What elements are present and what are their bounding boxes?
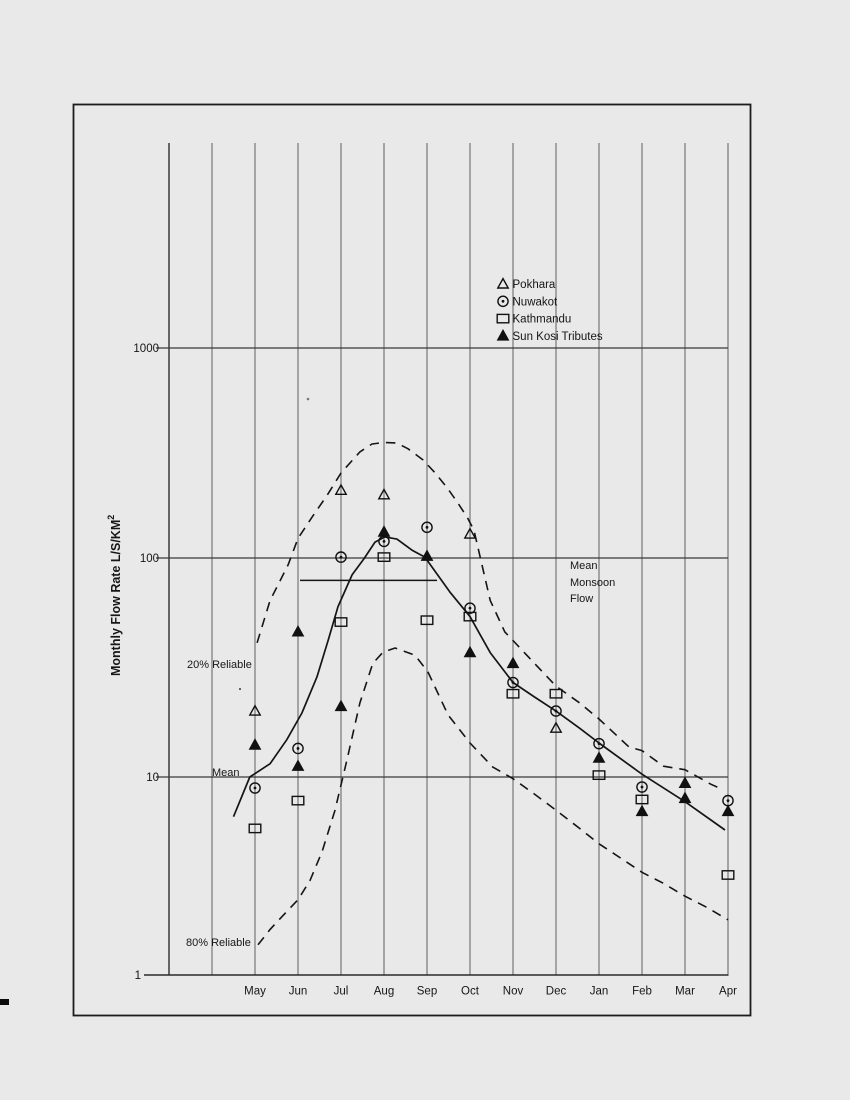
grid-lines <box>144 143 729 975</box>
y-tick-1: 1 <box>134 970 141 983</box>
y-axis-title-text: Monthly Flow Rate L/S/KM <box>109 519 123 676</box>
x-tick-Nov: Nov <box>502 985 524 998</box>
scan-speck <box>307 398 310 401</box>
curve-80-reliable <box>258 648 728 945</box>
y-axis-title <box>106 515 123 676</box>
x-tick-May: May <box>244 985 266 998</box>
legend-label-nuwakot: Nuwakot <box>512 296 558 309</box>
point-sun-kosi-tributes-jan <box>594 753 604 762</box>
flow-curves <box>234 443 729 945</box>
scan-speck <box>239 688 241 690</box>
point-sun-kosi-tributes-apr <box>723 806 733 815</box>
label-20pct-reliable: 20% Reliable <box>187 659 252 671</box>
point-sun-kosi-tributes-may <box>250 740 260 749</box>
monsoon-label-line2: Monsoon <box>570 577 616 589</box>
x-tick-Dec: Dec <box>545 985 567 998</box>
point-sun-kosi-tributes-jun <box>293 626 303 635</box>
y-tick-1000: 1000 <box>133 343 159 356</box>
point-sun-kosi-tributes-aug <box>379 527 389 536</box>
y-axis-title-superscript: 2 <box>106 514 116 520</box>
label-mean-monsoon-flow <box>570 560 615 605</box>
x-tick-Jun: Jun <box>288 985 308 998</box>
point-sun-kosi-tributes-mar <box>680 778 690 787</box>
x-tick-Oct: Oct <box>461 985 479 998</box>
legend-label-pokhara: Pokhara <box>512 279 556 291</box>
x-tick-Apr: Apr <box>719 985 737 998</box>
curve-20-reliable <box>257 443 724 791</box>
label-mean: Mean <box>212 767 240 779</box>
legend-label-kathmandu: Kathmandu <box>512 313 572 326</box>
legend-marker-triangle-open <box>498 279 508 288</box>
x-tick-Jan: Jan <box>589 985 609 998</box>
monsoon-label-line3: Flow <box>570 593 594 605</box>
label-80pct-reliable: 80% Reliable <box>186 937 251 949</box>
legend-marker-square-open <box>497 314 509 322</box>
x-tick-Aug: Aug <box>373 985 395 998</box>
data-points <box>249 485 734 879</box>
x-tick-Jul: Jul <box>333 985 349 998</box>
x-tick-Mar: Mar <box>675 985 695 998</box>
legend-marker-triangle-filled <box>498 331 508 340</box>
point-sun-kosi-tributes-oct <box>465 647 475 656</box>
x-tick-Sep: Sep <box>416 985 438 998</box>
point-sun-kosi-tributes-mar <box>680 793 690 802</box>
x-tick-Feb: Feb <box>632 985 652 998</box>
legend-label-sun-kosi-tributes: Sun Kosi Tributes <box>512 330 603 343</box>
point-sun-kosi-tributes-feb <box>637 806 647 815</box>
point-sun-kosi-tributes-jun <box>293 761 303 770</box>
y-tick-100: 100 <box>139 553 159 566</box>
y-tick-10: 10 <box>146 772 159 785</box>
point-sun-kosi-tributes-nov <box>508 658 518 667</box>
point-sun-kosi-tributes-jul <box>336 701 346 710</box>
monsoon-label-line1: Mean <box>570 560 598 572</box>
figure-border <box>74 105 751 1016</box>
legend-marker-circle-dot <box>498 296 508 306</box>
